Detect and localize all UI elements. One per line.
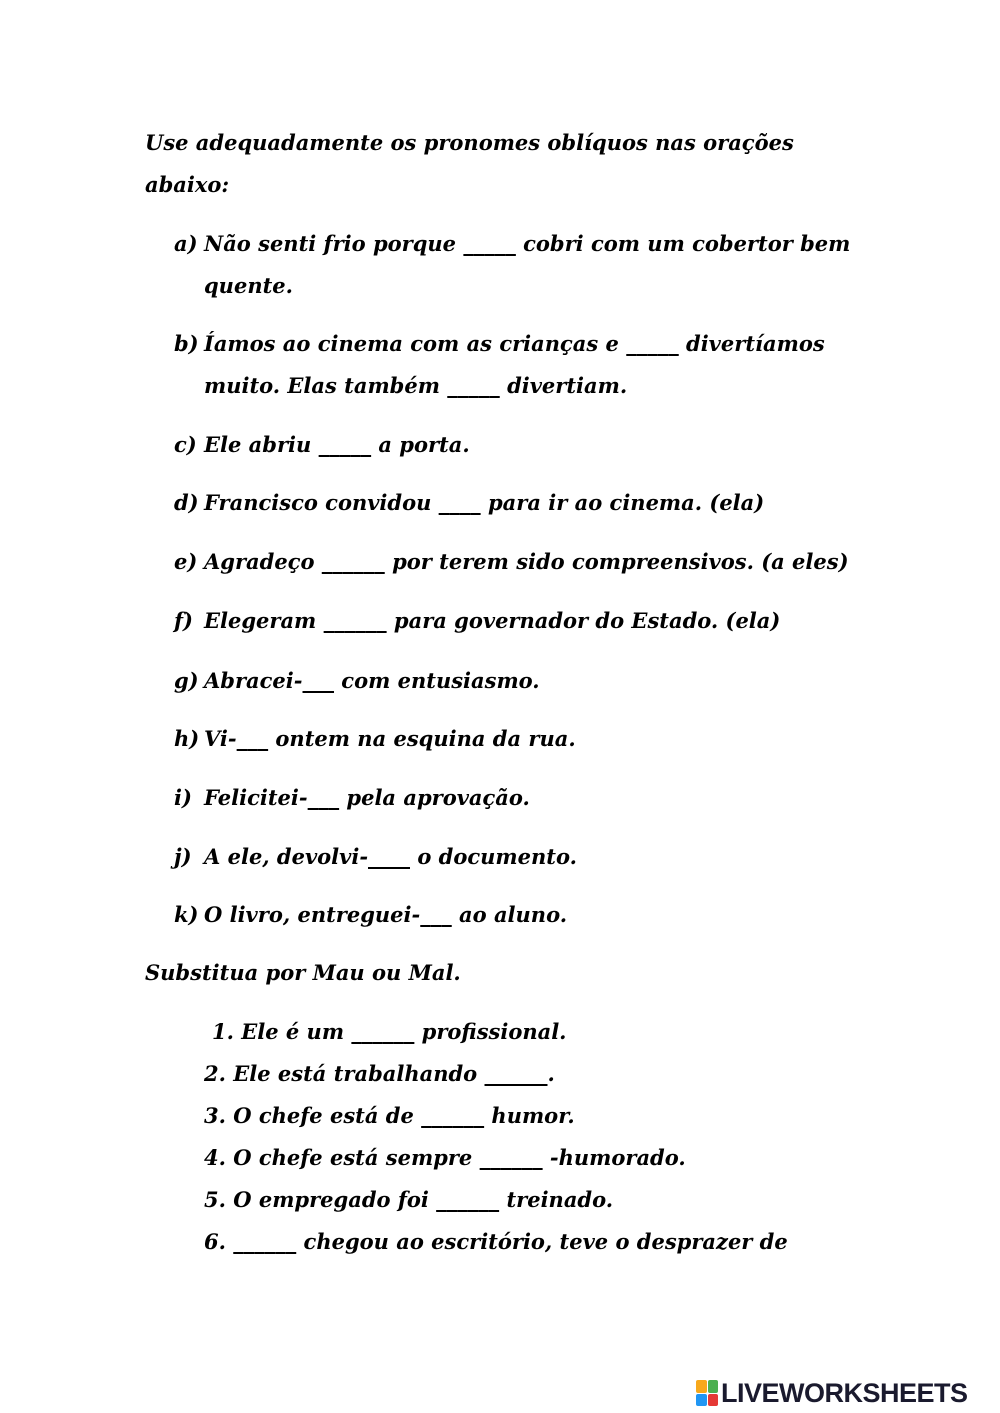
- exercise-item-c: [174, 434, 470, 455]
- item-label: c): [174, 432, 197, 457]
- item-text: Vi-___ ontem na esquina da rua.: [204, 726, 576, 751]
- exercise-item-f: [174, 610, 780, 631]
- item-label: k): [174, 902, 199, 927]
- watermark-text: LIVEWORKSHEETS: [721, 1377, 968, 1408]
- exercise-item-d: [174, 492, 764, 513]
- instruction-section1-line1: Use adequadamente os pronomes oblíquos nas orações: [145, 130, 794, 155]
- item-text: Francisco convidou ____ para ir ao cinema. (ela): [204, 490, 765, 515]
- logo-square: [696, 1394, 707, 1407]
- item-text: Íamos ao cinema com as crianças e _____ divertíamos: [204, 331, 825, 356]
- logo-square: [708, 1394, 719, 1407]
- item-text: A ele, devolvi-____ o documento.: [204, 844, 577, 869]
- exercise-item-h: [174, 728, 576, 749]
- exercise-item-b-continuation: muito. Elas também _____ divertiam.: [204, 373, 628, 398]
- item-label: a): [174, 231, 198, 256]
- item-text: Felicitei-___ pela aprovação.: [204, 785, 530, 810]
- exercise-item-a-continuation: quente.: [204, 273, 293, 298]
- liveworksheets-watermark: [696, 1378, 996, 1408]
- exercise2-item-6: 6. ______ chegou ao escritório, teve o desprazer de: [204, 1229, 788, 1254]
- exercise2-item-5: 5. O empregado foi ______ treinado.: [204, 1187, 614, 1212]
- item-label: j): [174, 844, 192, 869]
- item-label: g): [174, 668, 199, 693]
- item-label: e): [174, 549, 198, 574]
- exercise-item-a: [174, 233, 850, 254]
- exercise2-item-3: 3. O chefe está de ______ humor.: [204, 1103, 575, 1128]
- logo-square: [696, 1380, 707, 1393]
- exercise-item-e: [174, 551, 849, 572]
- exercise-item-k: [174, 904, 567, 925]
- exercise2-item-4: 4. O chefe está sempre ______ -humorado.: [204, 1145, 686, 1170]
- item-label: d): [174, 490, 199, 515]
- exercise2-item-2: 2. Ele está trabalhando ______.: [204, 1061, 555, 1086]
- item-text: Não senti frio porque _____ cobri com um cobertor bem: [204, 231, 851, 256]
- exercise2-item-1: 1. Ele é um ______ profissional.: [212, 1019, 567, 1044]
- exercise-item-g: [174, 670, 540, 691]
- instruction-section2: Substitua por Mau ou Mal.: [145, 960, 461, 985]
- liveworksheets-logo-icon: [696, 1380, 718, 1406]
- item-label: i): [174, 785, 192, 810]
- item-label: f): [174, 608, 193, 633]
- exercise-item-i: [174, 787, 530, 808]
- item-text: Abracei-___ com entusiasmo.: [204, 668, 540, 693]
- item-text: O livro, entreguei-___ ao aluno.: [204, 902, 568, 927]
- item-text: Ele abriu _____ a porta.: [204, 432, 470, 457]
- instruction-section1-line2: abaixo:: [145, 172, 230, 197]
- item-label: b): [174, 331, 199, 356]
- exercise-item-j: [174, 846, 577, 867]
- item-text: Agradeço ______ por terem sido compreensivos. (a eles): [204, 549, 849, 574]
- item-label: h): [174, 726, 200, 751]
- item-text: Elegeram ______ para governador do Estado. (ela): [204, 608, 781, 633]
- logo-square: [708, 1380, 719, 1393]
- exercise-item-b: [174, 333, 825, 354]
